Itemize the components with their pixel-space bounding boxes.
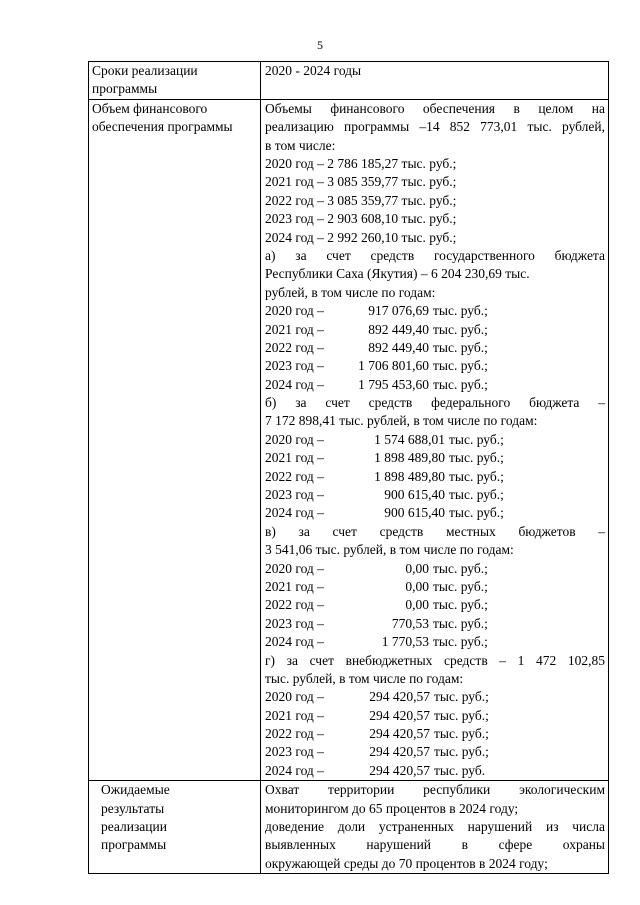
year-label: 2023 год – [265, 615, 324, 631]
year-amount: 900 615,40 [384, 505, 445, 521]
year-label: 2020 год – [265, 431, 324, 447]
results-line: мониторингом до 65 процентов в 2024 году; [265, 800, 519, 816]
results-line: доведение доли устраненных нарушений из числа [265, 819, 605, 835]
year-unit: тыс. руб.; [449, 450, 504, 466]
results-label-line: Ожидаемые [101, 782, 170, 798]
year-amount: 1 898 489,80 [374, 468, 445, 484]
extra-budget-heading: г) за счет внебюджетных средств – 1 472 102,85 [265, 652, 605, 668]
local-year-line [265, 578, 605, 596]
results-line: окружающей среды до 70 процентов в 2024 году; [265, 855, 548, 871]
results-label-line: результаты [101, 800, 165, 816]
year-amount: 294 420,57 [369, 689, 430, 705]
state-budget-heading: Республики Саха (Якутия) – 6 204 230,69 тыс. [265, 266, 530, 282]
finance-label: Объем финансового обеспечения программы [89, 99, 261, 780]
year-unit: тыс. руб.; [433, 560, 488, 576]
year-amount: 294 420,57 [369, 744, 430, 760]
extra-year-line [265, 725, 605, 743]
state-budget-heading: а) за счет средств государственного бюджета [265, 247, 605, 263]
year-unit: тыс. руб.; [434, 726, 489, 742]
year-amount: 892 449,40 [368, 339, 429, 355]
year-label: 2020 год – [265, 303, 324, 319]
total-year-line: 2020 год – 2 786 185,27 тыс. руб.; [265, 155, 457, 171]
year-label: 2023 год – [265, 358, 324, 374]
extra-year-line [265, 707, 605, 725]
period-label: Сроки реализации программы [89, 62, 261, 100]
year-amount: 900 615,40 [384, 487, 445, 503]
year-label: 2022 год – [265, 339, 324, 355]
year-label: 2021 год – [265, 450, 324, 466]
federal-year-line [265, 449, 605, 467]
year-amount: 0,00 [405, 560, 429, 576]
period-value: 2020 - 2024 годы [261, 62, 609, 100]
year-label: 2021 год – [265, 321, 324, 337]
year-unit: тыс. руб.; [433, 358, 488, 374]
year-amount: 1 574 688,01 [374, 431, 445, 447]
federal-budget-heading: 7 172 898,41 тыс. рублей, в том числе по годам: [265, 413, 538, 429]
results-label-line: программы [101, 837, 167, 853]
extra-year-line [265, 762, 605, 780]
federal-budget-heading: б) за счет средств федерального бюджета – [265, 395, 605, 411]
table-row [89, 781, 609, 874]
results-line: Охват территории республики экологическим [265, 782, 605, 798]
year-unit: тыс. руб.; [434, 744, 489, 760]
finance-intro-line: Объемы финансового обеспечения в целом на [265, 100, 605, 116]
year-amount: 294 420,57 [369, 726, 430, 742]
year-unit: тыс. руб.; [434, 707, 489, 723]
extra-budget-heading: тыс. рублей, в том числе по годам: [265, 670, 464, 686]
state-year-line [265, 302, 605, 320]
year-amount: 1 706 801,60 [358, 358, 429, 374]
page-number: 5 [317, 38, 323, 52]
year-unit: тыс. руб.; [433, 578, 488, 594]
year-unit: тыс. руб.; [449, 468, 504, 484]
local-year-line [265, 615, 605, 633]
state-budget-heading: рублей, в том числе по годам: [265, 284, 436, 300]
results-label [89, 781, 261, 874]
year-label: 2020 год – [265, 560, 324, 576]
year-unit: тыс. руб.; [434, 689, 489, 705]
year-label: 2023 год – [265, 487, 324, 503]
finance-value [261, 99, 609, 780]
federal-year-line [265, 486, 605, 504]
total-year-line: 2022 год – 3 085 359,77 тыс. руб.; [265, 192, 457, 208]
year-unit: тыс. руб.; [449, 505, 504, 521]
year-unit: тыс. руб.; [433, 634, 488, 650]
year-label: 2022 год – [265, 597, 324, 613]
local-year-line [265, 633, 605, 651]
year-unit: тыс. руб.; [433, 321, 488, 337]
year-unit: тыс. руб.; [449, 431, 504, 447]
extra-year-line [265, 743, 605, 761]
federal-year-line [265, 468, 605, 486]
local-budget-heading: в) за счет средств местных бюджетов – [265, 523, 605, 539]
year-unit: тыс. руб.; [433, 597, 488, 613]
program-passport-table [88, 61, 609, 874]
federal-year-line [265, 504, 605, 522]
year-amount: 294 420,57 [369, 707, 430, 723]
year-amount: 770,53 [391, 615, 429, 631]
year-unit: тыс. руб.; [433, 339, 488, 355]
year-label: 2024 год – [265, 762, 324, 778]
year-amount: 0,00 [405, 578, 429, 594]
year-label: 2020 год – [265, 689, 324, 705]
year-amount: 0,00 [405, 597, 429, 613]
results-label-line: реализации [101, 819, 167, 835]
finance-intro-line: реализацию программы –14 852 773,01 тыс. рублей, [265, 119, 605, 135]
state-year-line [265, 376, 605, 394]
year-unit: тыс. руб.; [433, 376, 488, 392]
year-amount: 294 420,57 [369, 762, 430, 778]
year-unit: тыс. руб.; [433, 303, 488, 319]
total-year-line: 2021 год – 3 085 359,77 тыс. руб.; [265, 174, 457, 190]
year-amount: 917 076,69 [368, 303, 429, 319]
year-unit: тыс. руб.; [449, 487, 504, 503]
local-year-line [265, 560, 605, 578]
year-label: 2021 год – [265, 578, 324, 594]
local-budget-heading: 3 541,06 тыс. рублей, в том числе по годам: [265, 542, 514, 558]
year-amount: 1 795 453,60 [358, 376, 429, 392]
year-unit: тыс. руб.; [433, 615, 488, 631]
results-line: выявленных нарушений в сфере охраны [265, 837, 605, 853]
year-label: 2022 год – [265, 726, 324, 742]
year-amount: 1 770,53 [381, 634, 429, 650]
state-year-line [265, 321, 605, 339]
year-label: 2023 год – [265, 744, 324, 760]
state-year-line [265, 339, 605, 357]
year-label: 2022 год – [265, 468, 324, 484]
total-year-line: 2024 год – 2 992 260,10 тыс. руб.; [265, 229, 457, 245]
year-amount: 1 898 489,80 [374, 450, 445, 466]
state-year-line [265, 357, 605, 375]
year-label: 2024 год – [265, 376, 324, 392]
federal-year-line [265, 431, 605, 449]
extra-year-line [265, 688, 605, 706]
year-amount: 892 449,40 [368, 321, 429, 337]
finance-intro-line: в том числе: [265, 137, 336, 153]
local-year-line [265, 596, 605, 614]
year-label: 2024 год – [265, 634, 324, 650]
year-label: 2021 год – [265, 707, 324, 723]
table-row [89, 62, 609, 100]
year-label: 2024 год – [265, 505, 324, 521]
year-unit: тыс. руб. [434, 762, 486, 778]
results-value [261, 781, 609, 874]
total-year-line: 2023 год – 2 903 608,10 тыс. руб.; [265, 211, 457, 227]
table-row [89, 99, 609, 780]
